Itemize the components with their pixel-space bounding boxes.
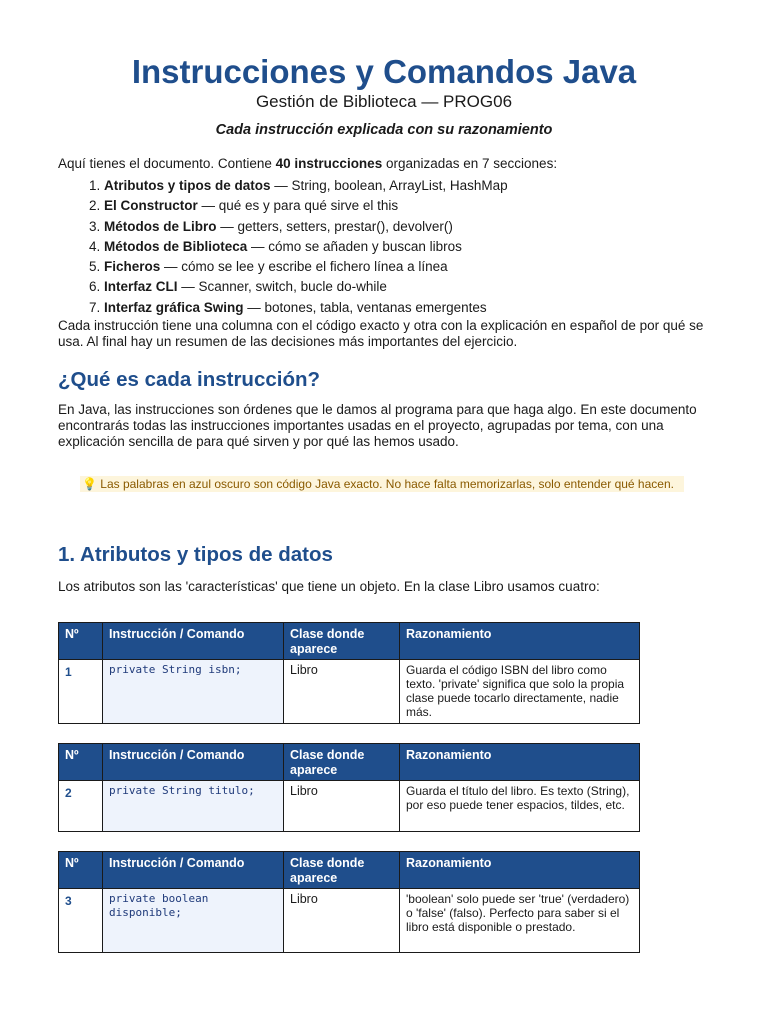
table-header-row: [59, 623, 640, 660]
header-reason: Razonamiento: [400, 744, 640, 781]
instruction-table-2: [58, 743, 640, 832]
header-num: Nº: [59, 623, 103, 660]
section-name: Interfaz gráfica Swing: [104, 299, 244, 315]
row-class: Libro: [284, 660, 400, 724]
header-instruction: Instrucción / Comando: [103, 744, 284, 781]
outro-paragraph: Cada instrucción tiene una columna con el código exacto y otra con la explicación en español de por qué se usa. Al final hay un resumen de las decisiones más importantes del ejercicio.: [58, 318, 704, 349]
row-num: 2: [59, 781, 103, 832]
section-desc: — cómo se lee y escribe el fichero línea a línea: [160, 259, 448, 275]
row-num: 3: [59, 889, 103, 953]
intro-tail: organizadas en 7 secciones:: [382, 156, 558, 171]
row-class: Libro: [284, 889, 400, 953]
row-code: private boolean disponible;: [103, 889, 284, 953]
section-desc: — String, boolean, ArrayList, HashMap: [270, 178, 508, 193]
table-row: [59, 660, 640, 724]
section-desc: — qué es y para qué sirve el this: [197, 198, 399, 214]
document-page: [58, 52, 710, 934]
header-reason: Razonamiento: [400, 852, 640, 889]
row-num: 1: [59, 660, 103, 724]
row-code: private String titulo;: [103, 781, 284, 832]
section-desc: — cómo se añaden y buscan libros: [247, 238, 462, 254]
document-tagline: Cada instrucción explicada con su razonamiento: [215, 122, 553, 138]
list-item: [104, 217, 710, 237]
header-class: Clase donde aparece: [284, 744, 400, 781]
table-row: [59, 781, 640, 832]
header-class: Clase donde aparece: [284, 623, 400, 660]
section-desc: — Scanner, switch, bucle do-while: [177, 279, 387, 295]
section-name: El Constructor: [104, 198, 198, 214]
section1-paragraph: Los atributos son las 'características' que tiene un objeto. En la clase Libro usamos cuatro:: [58, 579, 600, 594]
section-name: Métodos de Biblioteca: [104, 238, 248, 254]
list-item: [104, 257, 710, 277]
list-item: [104, 196, 710, 216]
intro-highlight: 40 instrucciones: [275, 156, 383, 171]
row-reason: Guarda el código ISBN del libro como texto. 'private' significa que solo la propia clase puede tocarlo directamente, nadie más.: [400, 660, 640, 724]
row-code: private String isbn;: [103, 660, 284, 724]
sections-list: [58, 176, 710, 318]
section-name: Ficheros: [104, 259, 161, 275]
what-is-heading: ¿Qué es cada instrucción?: [58, 368, 321, 391]
table-row: [59, 889, 640, 953]
header-num: Nº: [59, 852, 103, 889]
section-desc: — getters, setters, prestar(), devolver(): [216, 218, 453, 234]
what-is-paragraph: En Java, las instrucciones son órdenes que le damos al programa para que haga algo. En este documento encontrarás todas las instrucciones importantes usadas en el proyecto, agrupadas por tema, con una explicación sencilla de para qué sirven y por qué las hemos usado.: [58, 402, 697, 449]
intro-paragraph: [58, 155, 710, 172]
document-subtitle: Gestión de Biblioteca — PROG06: [255, 92, 513, 111]
section-name: Atributos y tipos de datos: [104, 178, 271, 193]
header-class: Clase donde aparece: [284, 852, 400, 889]
section1-heading: 1. Atributos y tipos de datos: [58, 543, 333, 566]
tip-note: 💡 Las palabras en azul oscuro son código Java exacto. No hace falta memorizarlas, solo entender qué hacen.: [80, 476, 684, 492]
row-reason: Guarda el título del libro. Es texto (String), por eso puede tener espacios, tildes, etc.: [400, 781, 640, 832]
list-item: [104, 277, 710, 297]
intro-lead: Aquí tienes el documento. Contiene: [58, 156, 276, 171]
section-name: Métodos de Libro: [104, 218, 217, 234]
document-title: Instrucciones y Comandos Java: [131, 53, 637, 90]
header-instruction: Instrucción / Comando: [103, 852, 284, 889]
list-item: [104, 237, 710, 257]
list-item: [104, 298, 710, 318]
header-reason: Razonamiento: [400, 623, 640, 660]
header-num: Nº: [59, 744, 103, 781]
row-reason: 'boolean' solo puede ser 'true' (verdadero) o 'false' (falso). Perfecto para saber si el libro está disponible o prestado.: [400, 889, 640, 953]
section-name: Interfaz CLI: [104, 279, 178, 295]
header-instruction: Instrucción / Comando: [103, 623, 284, 660]
section-desc: — botones, tabla, ventanas emergentes: [243, 299, 487, 315]
table-header-row: [59, 744, 640, 781]
row-class: Libro: [284, 781, 400, 832]
table-header-row: [59, 852, 640, 889]
instruction-table-3: [58, 851, 640, 953]
list-item: [104, 176, 710, 196]
instruction-table-1: [58, 622, 640, 724]
